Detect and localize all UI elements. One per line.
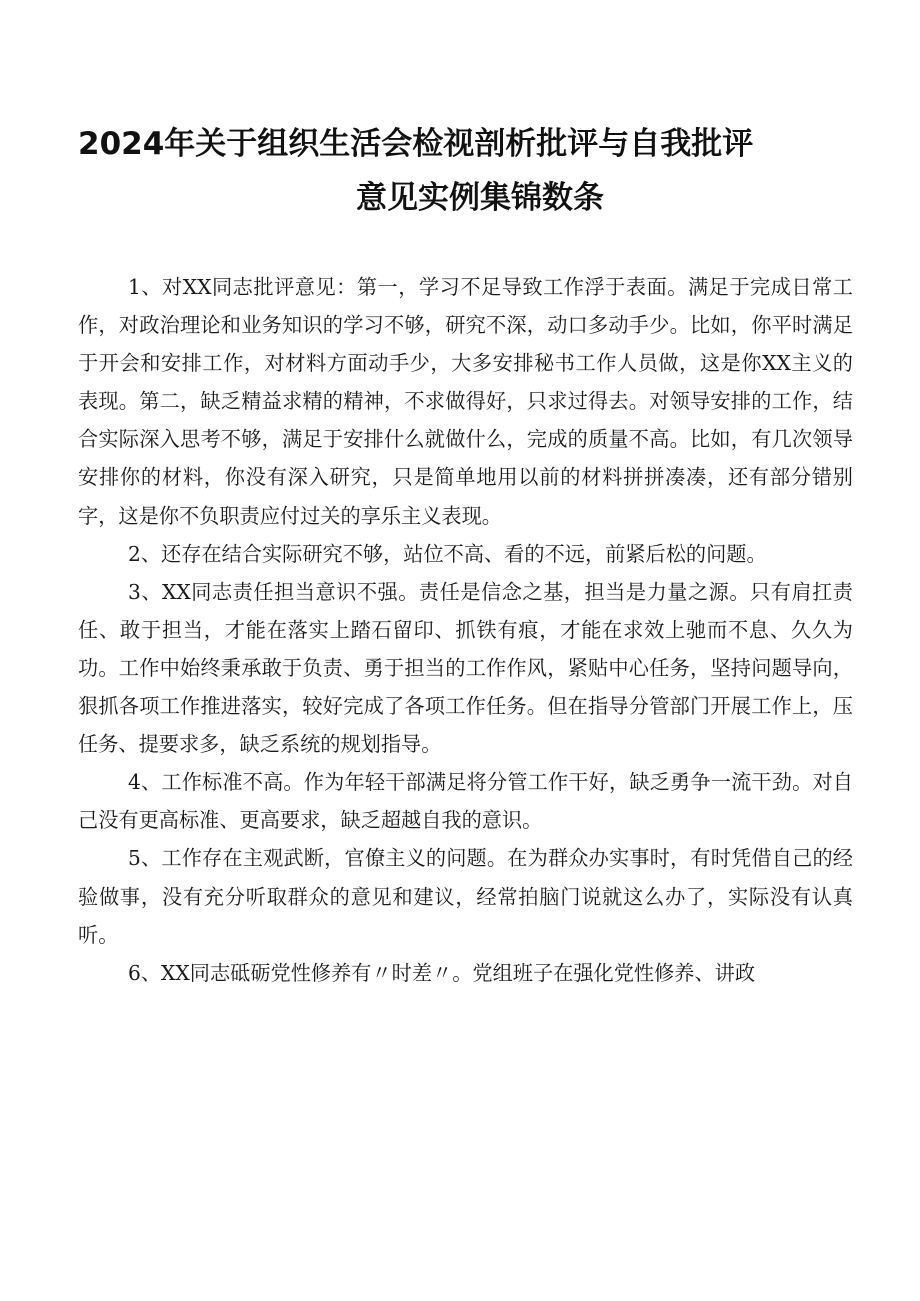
paragraph-4: 4、工作标准不高。作为年轻干部满足将分管工作干好，缺乏勇争一流干劲。对自己没有更高标准、更高要求，缺乏超越自我的意识。 [78, 770, 853, 833]
paragraph-6: 6、XX同志砥砺党性修养有〃时差〃。党组班子在强化党性修养、讲政 [128, 960, 756, 985]
document-title-line-1: 2024年关于组织生活会检视剖析批评与自我批评 [78, 126, 754, 162]
paragraph-1: 1、对XX同志批评意见：第一，学习不足导致工作浮于表面。满足于完成日常工作，对政治理论和业务知识的学习不够，研究不深，动口多动手少。比如，你平时满足于开会和安排工作，对材料方面动手少，大多安排秘书工作人员做，这是你XX主义的表现。第二，缺乏精益求精的精神，不求做得好，只求过得去。对领导安排的工作，结合实际深入思考不够，满足于安排什么就做什么，完成的质量不高。比如，有几次领导安排你的材料，你没有深入研究，只是简单地用以前的材料拼拼凑凑，还有部分错别字，这是你不负职责应付过关的享乐主义表现。 [78, 275, 853, 528]
paragraph-3: 3、XX同志责任担当意识不强。责任是信念之基，担当是力量之源。只有肩扛责任、敢于担当，才能在落实上踏石留印、抓铁有痕，才能在求效上驰而不息、久久为功。工作中始终秉承敢于负责、勇于担当的工作作风，紧贴中心任务，坚持问题导向，狠抓各项工作推进落实，较好完成了各项工作任务。但在指导分管部门开展工作上，压任务、提要求多，缺乏系统的规划指导。 [78, 579, 853, 757]
document-title-line-2: 意见实例集锦数条 [356, 180, 604, 216]
document-body [78, 268, 853, 992]
paragraph-2: 2、还存在结合实际研究不够，站位不高、看的不远，前紧后松的问题。 [128, 541, 767, 566]
paragraph-5: 5、工作存在主观武断，官僚主义的问题。在为群众办实事时，有时凭借自己的经验做事，没有充分听取群众的意见和建议，经常拍脑门说就这么办了，实际没有认真听。 [78, 846, 853, 947]
